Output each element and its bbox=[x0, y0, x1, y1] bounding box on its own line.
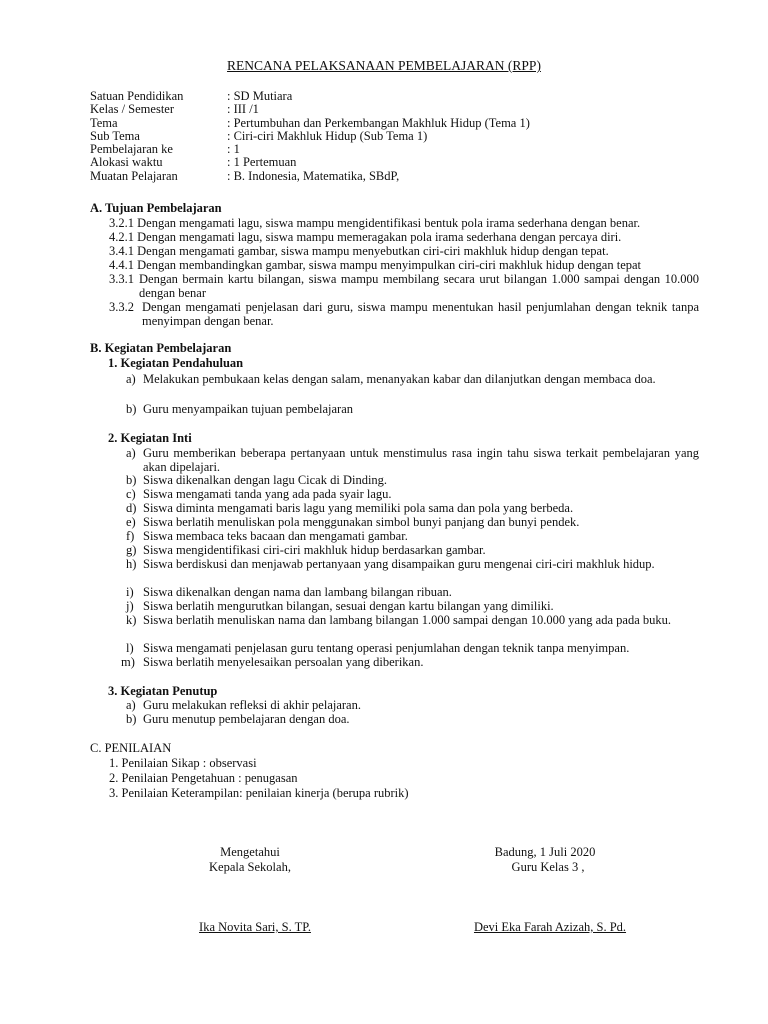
activity-label: j) bbox=[126, 599, 134, 613]
activity-item bbox=[126, 372, 699, 386]
activity-text: Siswa dikenalkan dengan lagu Cicak di Dinding. bbox=[143, 473, 388, 487]
objective-item: 4.4.1 Dengan membandingkan gambar, siswa mampu menyimpulkan ciri-ciri makhluk hidup dengan tepat bbox=[109, 258, 642, 272]
assessment-item: 2. Penilaian Pengetahuan : penugasan bbox=[109, 771, 298, 785]
activity-item bbox=[126, 487, 699, 501]
activity-label: a) bbox=[126, 446, 136, 460]
activity-label: e) bbox=[126, 515, 136, 529]
assessment-item: 3. Penilaian Keterampilan: penilaian kinerja (berupa rubrik) bbox=[109, 786, 409, 800]
activity-label: b) bbox=[126, 712, 137, 726]
objective-text: Dengan mengamati penjelasan dari guru, siswa mampu menentukan hasil penjumlahan dengan teknik tanpa menyimpan dengan benar. bbox=[142, 300, 699, 328]
section-a-heading: A. Tujuan Pembelajaran bbox=[90, 201, 222, 215]
activity-text: Siswa berlatih mengurutkan bilangan, sesuai dengan kartu bilangan yang dimiliki. bbox=[143, 599, 554, 613]
activity-text: Siswa berlatih menyelesaikan persoalan yang diberikan. bbox=[143, 655, 424, 669]
activity-label: l) bbox=[126, 641, 134, 655]
signature-right-line2: Guru Kelas 3 , bbox=[511, 860, 585, 874]
activity-item bbox=[126, 543, 699, 557]
objective-code: 3.3.1 bbox=[109, 272, 134, 286]
identity-label: Alokasi waktu bbox=[90, 155, 163, 170]
activity-item bbox=[126, 446, 699, 474]
activity-label: k) bbox=[126, 613, 137, 627]
activity-item bbox=[121, 655, 699, 669]
objective-item: 4.2.1 Dengan mengamati lagu, siswa mampu memeragakan pola irama sederhana dengan percaya diri. bbox=[109, 230, 622, 244]
activity-label: d) bbox=[126, 501, 137, 515]
identity-row bbox=[90, 117, 530, 130]
identity-value: : Pertumbuhan dan Perkembangan Makhluk Hidup (Tema 1) bbox=[227, 115, 530, 130]
activity-text: Siswa mengidentifikasi ciri-ciri makhluk hidup berdasarkan gambar. bbox=[143, 543, 486, 557]
identity-label: Kelas / Semester bbox=[90, 102, 175, 117]
activity-item bbox=[126, 599, 699, 613]
activity-text: Siswa mengamati tanda yang ada pada syair lagu. bbox=[143, 487, 392, 501]
activity-text: Siswa berlatih menuliskan pola menggunakan simbol bunyi panjang dan bunyi pendek. bbox=[143, 515, 580, 529]
activity-label: m) bbox=[121, 655, 135, 669]
identity-label: Satuan Pendidikan bbox=[90, 89, 184, 103]
activity-item bbox=[126, 712, 699, 726]
objective-item bbox=[109, 300, 699, 328]
pendahuluan-heading: 1. Kegiatan Pendahuluan bbox=[108, 356, 244, 370]
activity-item bbox=[126, 641, 699, 655]
activity-label: g) bbox=[126, 543, 137, 557]
identity-value: : Ciri-ciri Makhluk Hidup (Sub Tema 1) bbox=[227, 128, 428, 143]
identity-label: Muatan Pelajaran bbox=[90, 168, 178, 183]
identity-value: : SD Mutiara bbox=[227, 89, 293, 103]
identity-label: Pembelajaran ke bbox=[90, 142, 173, 157]
document-title: RENCANA PELAKSANAAN PEMBELAJARAN (RPP) bbox=[227, 58, 541, 73]
activity-text: Siswa diminta mengamati baris lagu yang memiliki pola sama dan pola yang berbeda. bbox=[143, 501, 574, 515]
identity-value: : B. Indonesia, Matematika, SBdP, bbox=[227, 168, 400, 183]
identity-row bbox=[90, 130, 530, 143]
identity-label: Tema bbox=[90, 115, 118, 130]
activity-label: c) bbox=[126, 487, 136, 501]
activity-item bbox=[126, 501, 699, 515]
identity-row bbox=[90, 143, 530, 156]
signature-left-name: Ika Novita Sari, S. TP. bbox=[199, 920, 311, 934]
activity-item bbox=[126, 585, 699, 599]
identity-row bbox=[90, 103, 530, 116]
activity-item bbox=[126, 473, 699, 487]
activity-text: Guru menutup pembelajaran dengan doa. bbox=[143, 712, 350, 726]
activity-label: a) bbox=[126, 698, 136, 712]
assessment-item: 1. Penilaian Sikap : observasi bbox=[109, 756, 257, 770]
signature-left-line2: Kepala Sekolah, bbox=[209, 860, 291, 874]
activity-text: Siswa berdiskusi dan menjawab pertanyaan yang disampaikan guru mengenai ciri-ciri makhluk hidup. bbox=[143, 557, 655, 571]
activity-text: Guru menyampaikan tujuan pembelajaran bbox=[143, 402, 353, 416]
activity-text: Melakukan pembukaan kelas dengan salam, menanyakan kabar dan dilanjutkan dengan membaca doa. bbox=[143, 372, 656, 386]
objective-code: 3.3.2 bbox=[109, 300, 134, 314]
identity-value: : 1 Pertemuan bbox=[227, 155, 297, 170]
activity-label: f) bbox=[126, 529, 135, 543]
objective-item: 3.4.1 Dengan mengamati gambar, siswa mampu menyebutkan ciri-ciri makhluk hidup dengan tepat. bbox=[109, 244, 609, 258]
activity-text: Siswa mengamati penjelasan guru tentang operasi penjumlahan dengan teknik tanpa menyimpan. bbox=[143, 641, 630, 655]
activity-text: Siswa berlatih menuliskan nama dan lambang bilangan 1.000 sampai dengan 10.000 yang ada pada buku. bbox=[143, 613, 671, 627]
activity-text: Siswa membaca teks bacaan dan mengamati gambar. bbox=[143, 529, 408, 543]
activity-text: Siswa dikenalkan dengan nama dan lambang bilangan ribuan. bbox=[143, 585, 452, 599]
activity-item bbox=[126, 698, 699, 712]
signature-left-line1: Mengetahui bbox=[220, 845, 280, 859]
activity-item bbox=[126, 613, 699, 627]
identity-value: : 1 bbox=[227, 142, 240, 157]
inti-heading: 2. Kegiatan Inti bbox=[108, 431, 192, 445]
penutup-heading: 3. Kegiatan Penutup bbox=[108, 684, 218, 698]
section-b-heading: B. Kegiatan Pembelajaran bbox=[90, 341, 232, 355]
section-c-heading: C. PENILAIAN bbox=[90, 741, 172, 755]
activity-item bbox=[126, 557, 699, 571]
activity-label: a) bbox=[126, 372, 136, 386]
activity-label: b) bbox=[126, 473, 137, 487]
activity-label: h) bbox=[126, 557, 137, 571]
signature-right-line1: Badung, 1 Juli 2020 bbox=[494, 845, 596, 859]
objective-item: 3.2.1 Dengan mengamati lagu, siswa mampu mengidentifikasi bentuk pola irama sederhana dengan benar. bbox=[109, 216, 641, 230]
activity-text: Guru memberikan beberapa pertanyaan untuk menstimulus rasa ingin tahu siswa terkait pembelajaran yang akan dipelajari. bbox=[143, 446, 699, 474]
activity-label: b) bbox=[126, 402, 137, 416]
identity-value: : III /1 bbox=[227, 102, 259, 117]
objective-item bbox=[109, 272, 699, 300]
activity-text: Guru melakukan refleksi di akhir pelajaran. bbox=[143, 698, 361, 712]
activity-item bbox=[126, 529, 699, 543]
activity-item bbox=[126, 515, 699, 529]
signature-right-name: Devi Eka Farah Azizah, S. Pd. bbox=[473, 920, 627, 934]
objective-text: Dengan bermain kartu bilangan, siswa mampu membilang secara urut bilangan 1.000 sampai dengan 10.000 dengan benar bbox=[139, 272, 699, 300]
identity-label: Sub Tema bbox=[90, 128, 140, 143]
activity-item bbox=[126, 402, 699, 416]
identity-row bbox=[90, 170, 530, 183]
identity-row bbox=[90, 156, 530, 169]
identity-row bbox=[90, 90, 530, 103]
identity-block bbox=[90, 90, 530, 183]
activity-label: i) bbox=[126, 585, 134, 599]
